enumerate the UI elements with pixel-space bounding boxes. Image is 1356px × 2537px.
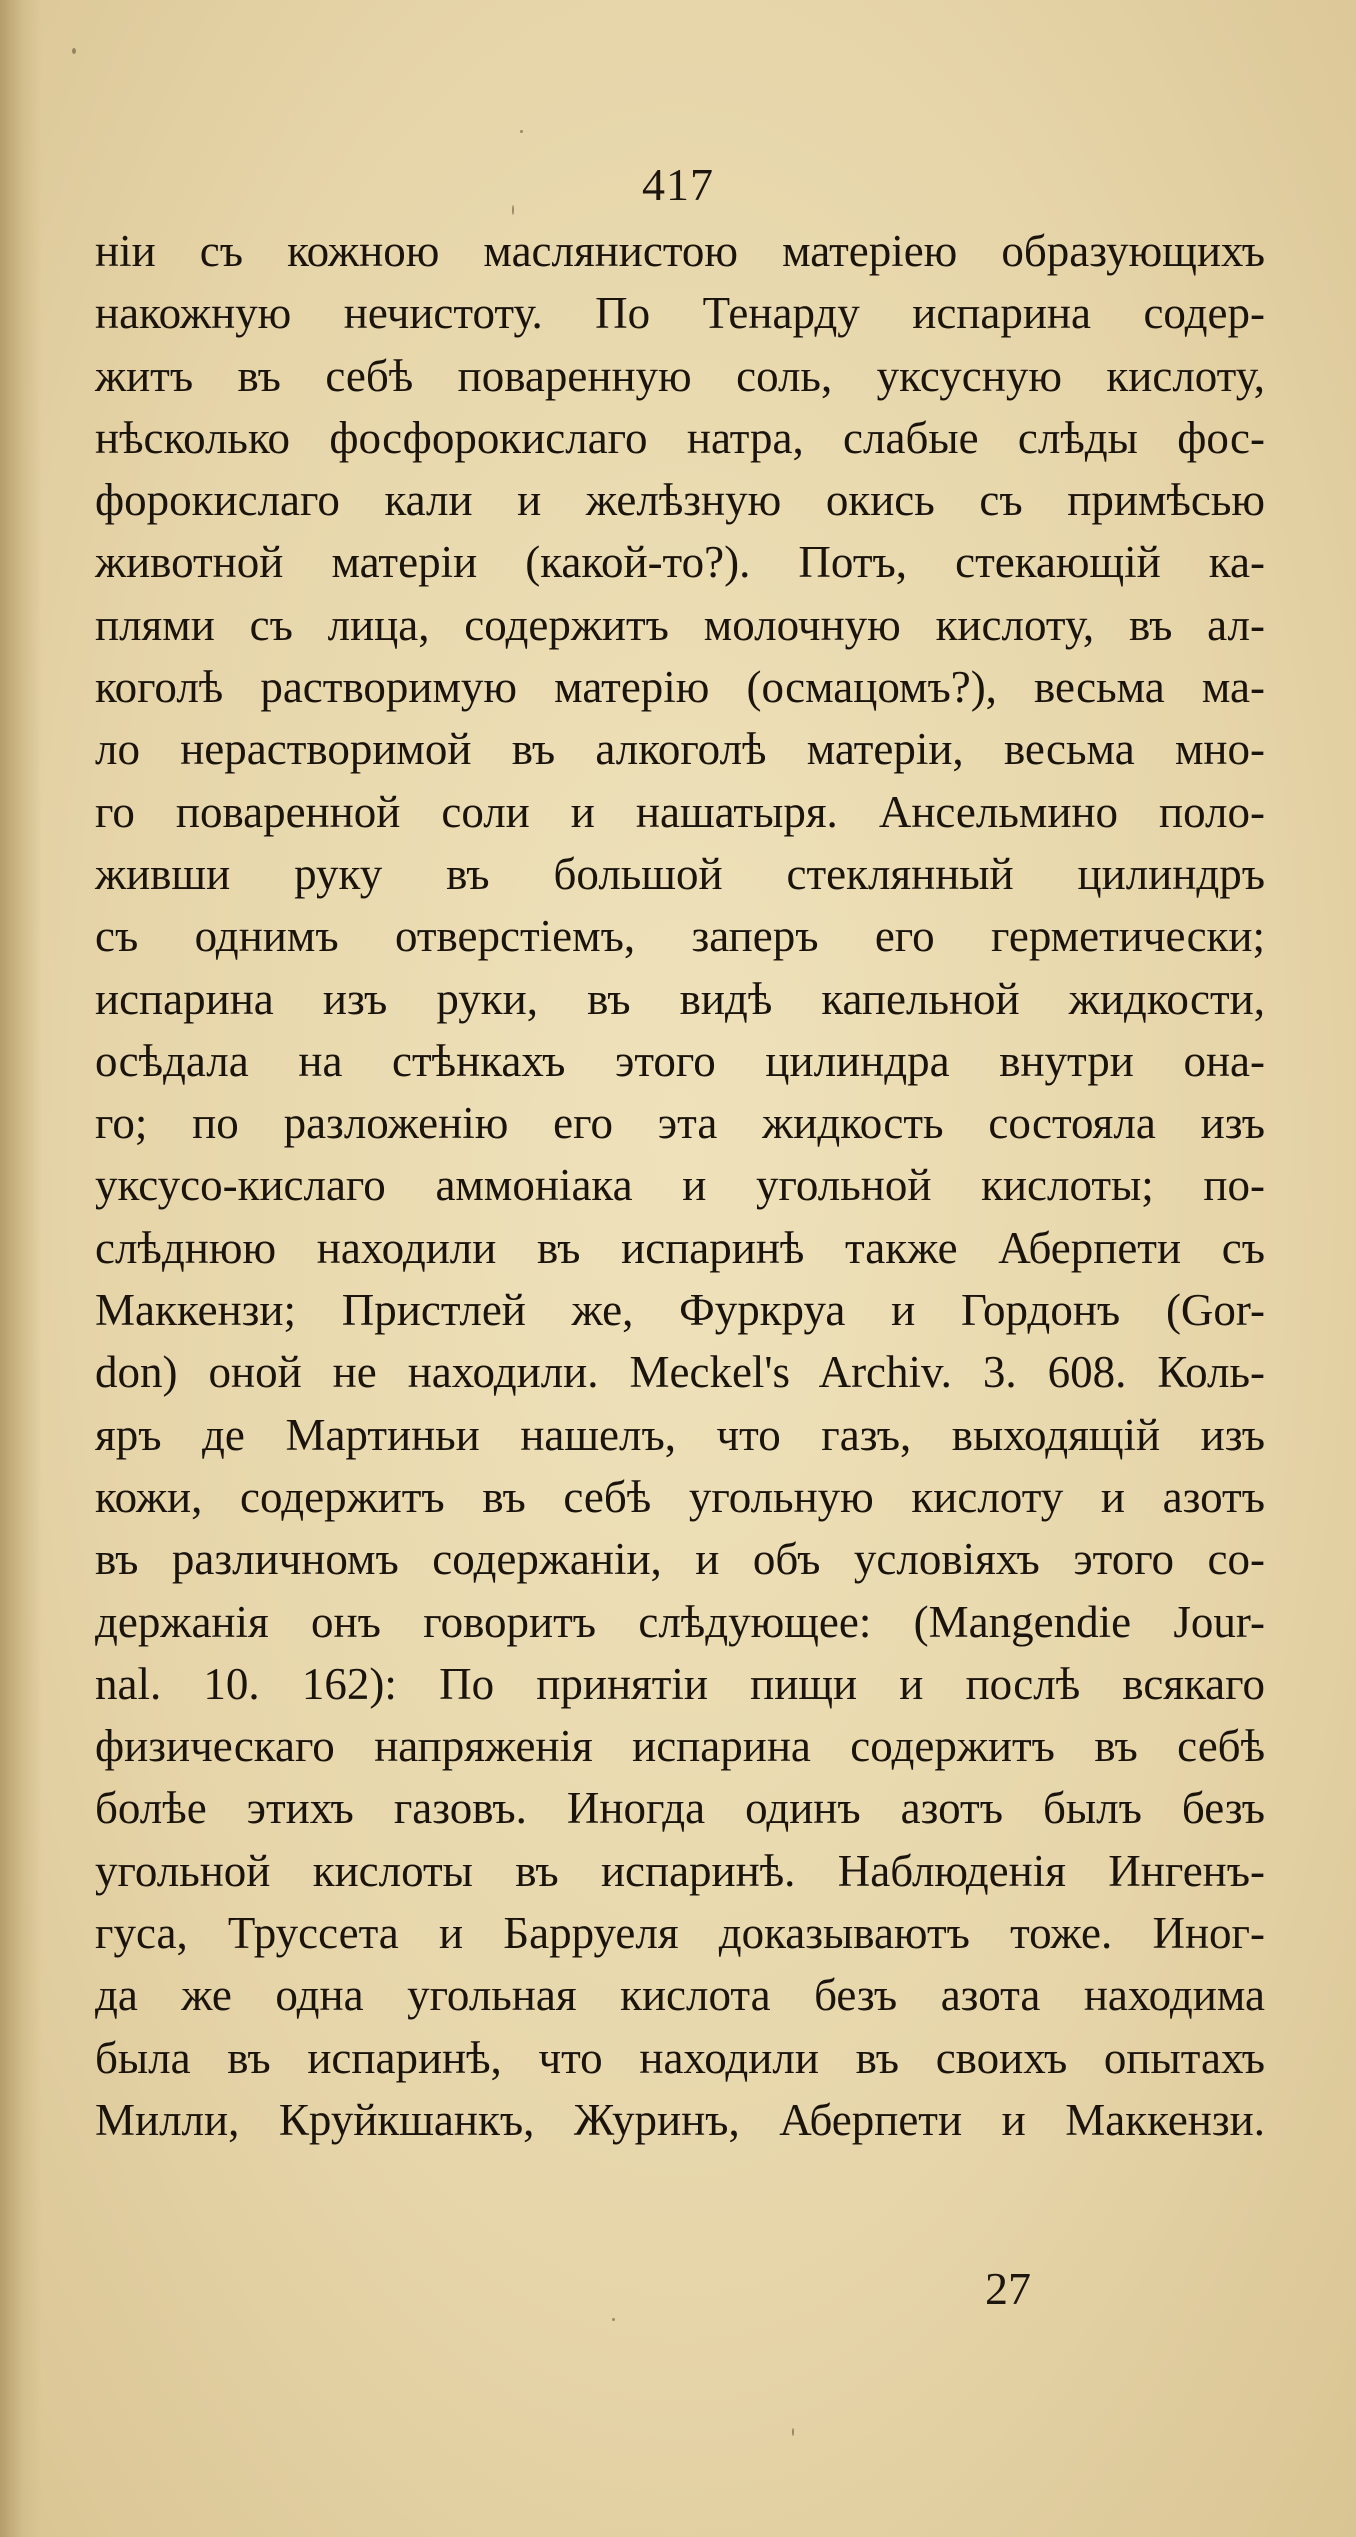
text-line: испарина изъ руки, въ видѣ капельной жидкости,: [95, 973, 1265, 1024]
text-line: Милли, Круйкшанкъ, Журинъ, Аберпети и Маккензи.: [95, 2094, 1265, 2145]
paper-speck: [792, 2428, 794, 2436]
text-line: держанiя онъ говоритъ слѣдующее: (Mangendie Jour-: [95, 1596, 1265, 1647]
paper-speck: [612, 2318, 615, 2321]
text-line: животной матерiи (какой-то?). Потъ, стекающiй ка-: [95, 537, 1265, 588]
text-line: нiи съ кожною маслянистою матерiею образующихъ: [95, 226, 1265, 276]
text-line: го поваренной соли и нашатыря. Ансельмино поло-: [95, 786, 1265, 837]
text-line: плями съ лица, содержитъ молочную кислоту, въ ал-: [95, 599, 1265, 650]
text-line: don) оной не находили. Meckel's Archiv. 3. 608. Коль-: [95, 1347, 1265, 1398]
text-line: житъ въ себѣ поваренную соль, уксусную кислоту,: [95, 350, 1265, 401]
text-line: осѣдала на стѣнкахъ этого цилиндра внутри она-: [95, 1035, 1265, 1086]
text-line: форокислаго кали и желѣзную окись съ примѣсью: [95, 475, 1265, 526]
text-line: го; по разложенiю его эта жидкость состояла изъ: [95, 1098, 1265, 1149]
text-line: яръ де Мартиньи нашелъ, что газъ, выходящiй изъ: [95, 1409, 1265, 1460]
text-line: nal. 10. 162): По принятiи пищи и послѣ всякаго: [95, 1658, 1265, 1709]
body-text: [95, 220, 1265, 2151]
text-line: Маккензи; Пристлей же, Фуркруа и Гордонъ (Gor-: [95, 1285, 1265, 1336]
paper-speck: [512, 205, 514, 215]
text-line: кожи, содержитъ въ себѣ угольную кислоту и азотъ: [95, 1471, 1265, 1522]
signature-mark: 27: [985, 2263, 1031, 2314]
text-line: ло нерастворимой въ алкоголѣ матерiи, весьма мно-: [95, 724, 1265, 775]
text-line: да же одна угольная кислота безъ азота находима: [95, 1970, 1265, 2021]
text-line: нѣсколько фосфорокислаго натра, слабые слѣды фос-: [95, 412, 1265, 463]
text-line: угольной кислоты въ испаринѣ. Наблюденiя Ингенъ-: [95, 1845, 1265, 1896]
text-line: физическаго напряженiя испарина содержитъ въ себѣ: [95, 1721, 1265, 1772]
paper-speck: [72, 48, 76, 54]
text-line: слѣднюю находили въ испаринѣ также Аберпети съ: [95, 1222, 1265, 1273]
text-line: гуса, Труссета и Барруеля доказываютъ тоже. Иног-: [95, 1908, 1265, 1959]
text-line: уксусо-кислаго аммонiака и угольной кислоты; по-: [95, 1160, 1265, 1211]
text-line: живши руку въ большой стеклянный цилиндръ: [95, 848, 1265, 899]
text-line: въ различномъ содержанiи, и объ условiяхъ этого со-: [95, 1534, 1265, 1585]
text-line: была въ испаринѣ, что находили въ своихъ опытахъ: [95, 2032, 1265, 2083]
text-line: накожную нечистоту. По Тенарду испарина содер-: [95, 288, 1265, 339]
page-gutter-shadow: [0, 0, 42, 2537]
text-line: болѣе этихъ газовъ. Иногда одинъ азотъ былъ безъ: [95, 1783, 1265, 1834]
text-line: коголѣ растворимую матерiю (осмацомъ?), весьма ма-: [95, 662, 1265, 713]
text-line: съ однимъ отверстiемъ, заперъ его герметически;: [95, 911, 1265, 962]
page-number: 417: [642, 159, 714, 210]
paper-speck: [520, 130, 523, 133]
